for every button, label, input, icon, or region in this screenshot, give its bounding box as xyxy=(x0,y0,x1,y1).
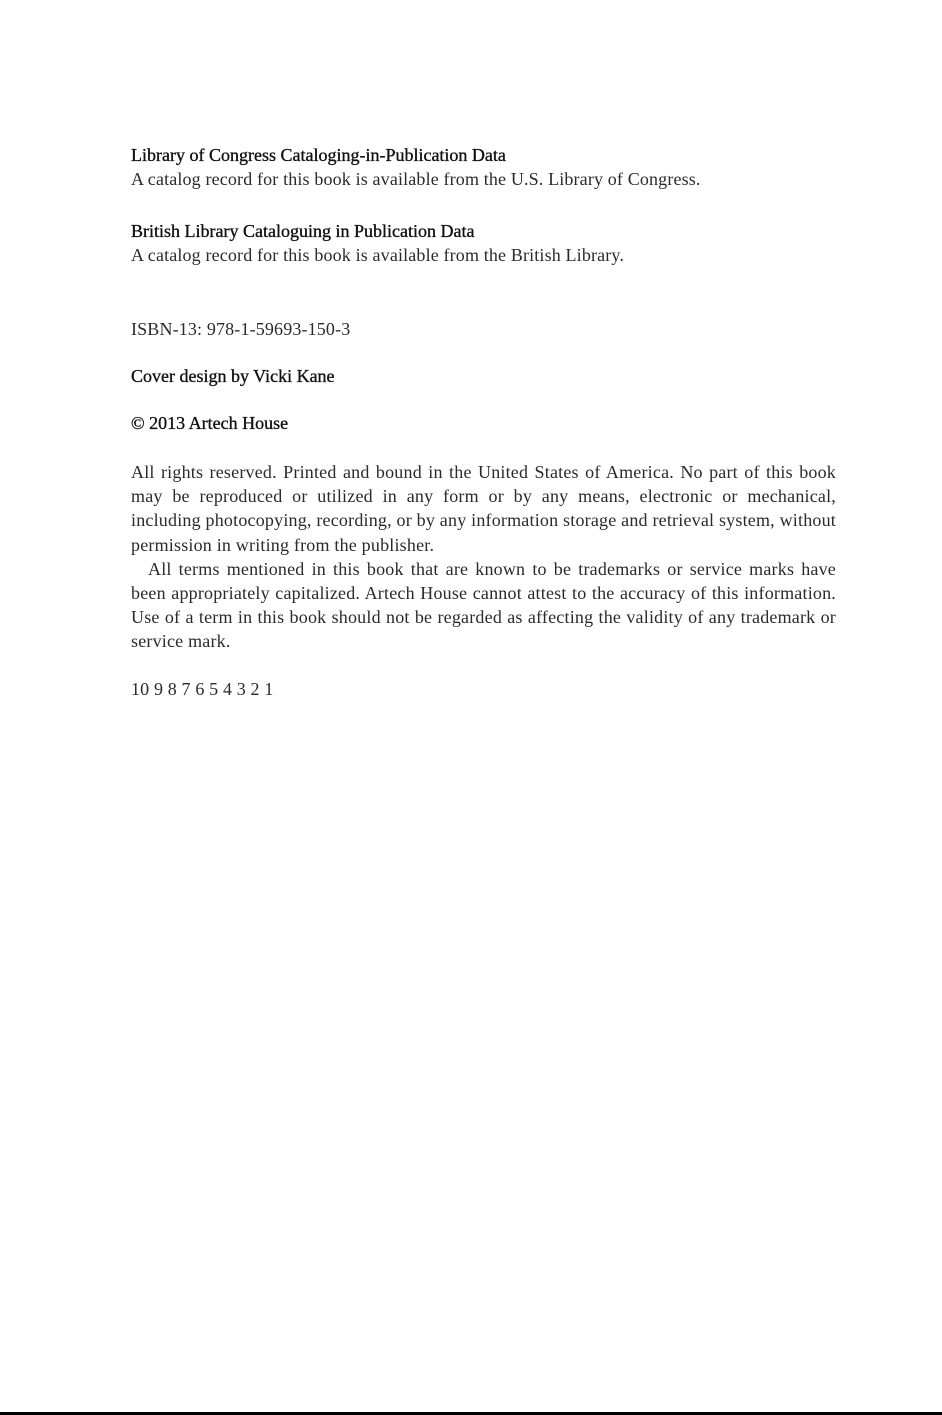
copyright-notice: © 2013 Artech House xyxy=(131,413,289,433)
printing-line: 10 9 8 7 6 5 4 3 2 1 xyxy=(131,679,274,699)
isbn: ISBN-13: 978-1-59693-150-3 xyxy=(131,319,351,339)
bl-cip-section xyxy=(131,219,836,267)
rights-paragraph-2: All terms mentioned in this book that are known to be trademarks or service marks have been appropriately capitalized. Artech House cannot attest to the accuracy of this information. Use of a term in this book should not be regarded as affecting the validity of any trademark or service mark. xyxy=(131,558,836,652)
loc-cip-section xyxy=(131,143,836,191)
cover-design-credit: Cover design by Vicki Kane xyxy=(131,366,335,386)
bl-cip-text: A catalog record for this book is available from the British Library. xyxy=(131,245,625,265)
rights-paragraph-1: All rights reserved. Printed and bound in the United States of America. No part of this book may be reproduced or utilized in any form or by any means, electronic or mechanical, including photocopying, recording, or by any information storage and retrieval system, without permission in writing from the publisher. xyxy=(131,462,836,555)
rights-section xyxy=(131,460,836,654)
bl-cip-heading: British Library Cataloguing in Publication Data xyxy=(131,221,475,241)
loc-cip-text: A catalog record for this book is available from the U.S. Library of Congress. xyxy=(131,169,701,189)
loc-cip-heading: Library of Congress Cataloging-in-Publication Data xyxy=(131,145,506,165)
